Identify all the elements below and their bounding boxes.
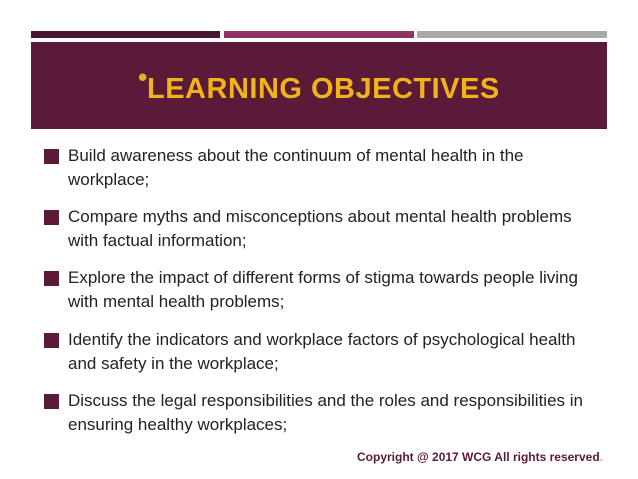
square-bullet-icon [44, 333, 59, 348]
title-banner [31, 42, 607, 129]
objective-text: Build awareness about the continuum of mental health in the workplace; [68, 146, 524, 189]
square-bullet-icon [44, 210, 59, 225]
copyright-text: Copyright @ 2017 WCG All rights reserved [357, 450, 600, 464]
copyright-period: . [599, 450, 603, 464]
top-bar-right [417, 31, 607, 38]
square-bullet-icon [44, 394, 59, 409]
objective-text: Identify the indicators and workplace factors of psychological health and safety in the workplace; [68, 330, 576, 373]
objective-text: Compare myths and misconceptions about mental health problems with factual information; [68, 207, 572, 250]
top-bar-middle [224, 31, 414, 38]
objective-text: Explore the impact of different forms of stigma towards people living with mental health problems; [68, 268, 578, 311]
copyright-footer [357, 450, 603, 464]
square-bullet-icon [44, 149, 59, 164]
slide-title: LEARNING OBJECTIVES [147, 73, 500, 105]
top-bar-left [31, 31, 220, 38]
square-bullet-icon [44, 271, 59, 286]
objective-text: Discuss the legal responsibilities and the roles and responsibilities in ensuring healthy workplaces; [68, 391, 583, 434]
title-bullet: • [135, 64, 151, 94]
